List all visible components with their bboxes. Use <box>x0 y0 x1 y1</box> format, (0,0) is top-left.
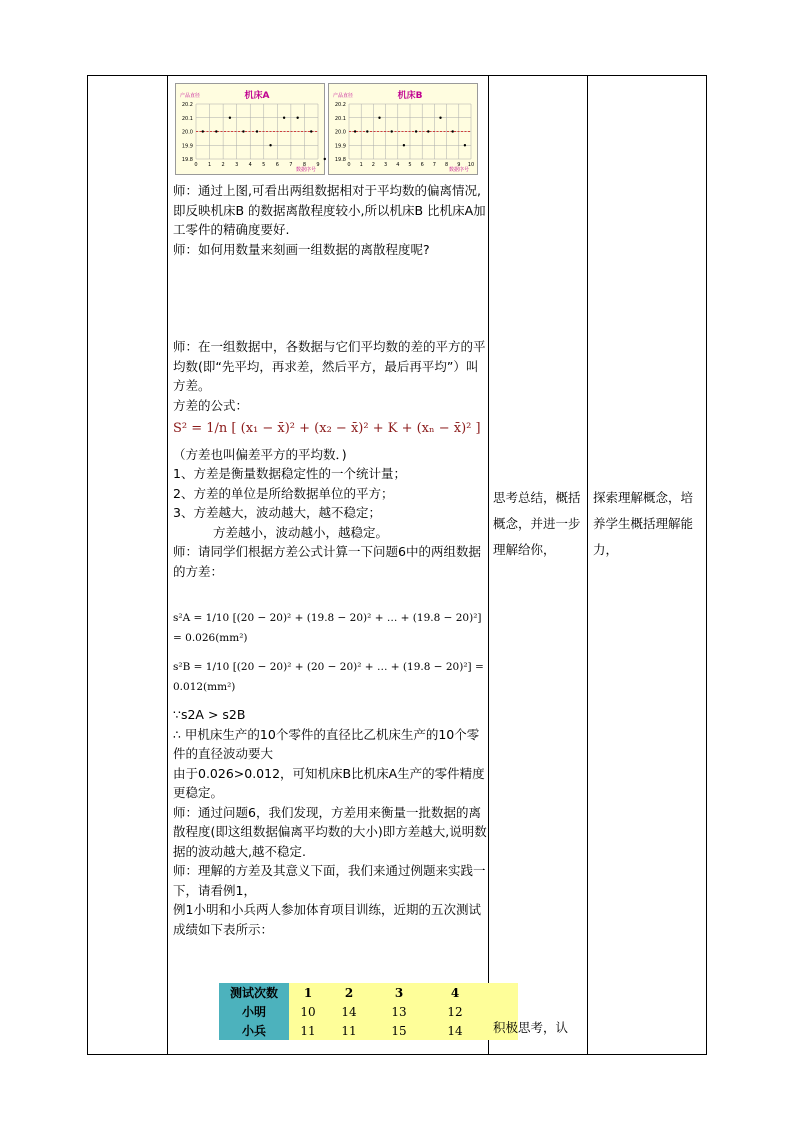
paragraph: 2、方差的单位是所给数据单位的平方； <box>173 485 394 501</box>
y-tick-label: 19.8 <box>181 157 193 163</box>
x-tick-label: 4 <box>396 162 400 168</box>
data-point <box>256 130 258 132</box>
score-table <box>219 983 518 1040</box>
column-divider <box>587 75 588 1055</box>
design-intent: 探索理解概念，培养学生概括理解能力， <box>593 490 694 557</box>
column-divider <box>488 75 489 1055</box>
paragraph: 师：理解的方差及其意义下面，我们来通过例题来实践一下，请看例1， <box>173 863 486 898</box>
chart-title: 机床A <box>244 91 270 101</box>
table-cell: 12 <box>427 1002 483 1021</box>
x-tick-label: 8 <box>445 162 449 168</box>
x-tick-label: 6 <box>275 162 279 168</box>
data-point <box>354 130 356 132</box>
column-divider <box>167 75 168 1055</box>
table-cell: 15 <box>371 1021 427 1040</box>
x-tick-label: 9 <box>457 162 461 168</box>
data-point <box>283 117 285 119</box>
x-tick-label: 6 <box>420 162 424 168</box>
data-point <box>366 130 368 132</box>
student-activity: 积极思考，认 <box>493 1020 569 1035</box>
x-tick-label: 3 <box>235 162 239 168</box>
x-tick-label: 8 <box>302 162 307 168</box>
table-cell: 小兵 <box>219 1021 289 1040</box>
data-point <box>403 144 405 146</box>
paragraph: 例1小明和小兵两人参加体育项目训练，近期的五次测试成绩如下表所示： <box>173 902 481 937</box>
x-tick-label: 0 <box>347 162 351 168</box>
paragraph: ∴ 甲机床生产的10个零件的直径比乙机床生产的10个零件的直径波动要大 <box>173 726 480 761</box>
paragraph: 师：通过问题6，我们发现，方差用来衡量一批数据的离散程度(即这组数据偏离平均数的大小)即方差越大,说明数据的波动越大,越不稳定. <box>173 804 487 859</box>
data-point <box>452 130 454 132</box>
y-tick-label: 19.9 <box>334 143 346 150</box>
chart-machine-a <box>175 83 325 175</box>
x-axis-label: 数据序号 <box>295 167 316 173</box>
x-tick-label: 7 <box>289 162 293 168</box>
y-tick-label: 20.1 <box>181 115 193 122</box>
data-point <box>202 130 204 132</box>
x-tick-label: 7 <box>432 162 436 168</box>
chart-b-svg <box>329 84 479 176</box>
x-tick-label: 9 <box>316 162 320 168</box>
y-tick-label: 20.2 <box>334 102 346 108</box>
table-cell: 3 <box>371 983 427 1002</box>
table-row <box>219 983 518 1002</box>
data-point <box>269 144 271 146</box>
y-tick-label: 20.2 <box>181 102 193 108</box>
lesson-body <box>173 181 488 939</box>
data-point <box>324 158 326 160</box>
data-point <box>427 130 429 132</box>
x-tick-label: 0 <box>194 162 198 168</box>
paragraph: 方差越小，波动越小，越稳定。 <box>213 524 389 540</box>
paragraph: ∵s2A > s2B <box>173 707 246 722</box>
y-axis-label: 产品直径 <box>180 93 201 99</box>
student-activity: 思考总结，概括概念，并进一步理解给你， <box>493 490 581 557</box>
table-cell: 2 <box>327 983 371 1002</box>
chart-machine-b <box>328 83 478 175</box>
x-tick-label: 2 <box>371 162 375 168</box>
paragraph: 方差的公式： <box>173 397 249 413</box>
x-tick-label: 1 <box>207 162 212 168</box>
data-point <box>229 117 231 119</box>
data-point <box>439 117 441 119</box>
table-row <box>219 1021 518 1040</box>
paragraph: （方差也叫偏差平方的平均数．) <box>173 446 347 462</box>
paragraph: 1、方差是衡量数据稳定性的一个统计量； <box>173 466 406 481</box>
chart-title: 机床B <box>397 91 423 101</box>
paragraph: 由于0.026>0.012，可知机床B比机床A生产的零件精度更稳定。 <box>173 765 485 800</box>
data-point <box>415 130 417 132</box>
table-row <box>219 1002 518 1021</box>
data-point <box>310 130 312 132</box>
x-tick-label: 5 <box>262 162 266 168</box>
paragraph: 师：如何用数量来刻画一组数据的离散程度呢? <box>173 241 430 257</box>
data-point <box>378 117 380 119</box>
x-tick-label: 10 <box>467 162 475 168</box>
data-point <box>464 144 466 146</box>
paragraph: 师：请同学们根据方差公式计算一下问题6中的两组数据的方差： <box>173 544 481 579</box>
data-point <box>242 130 244 132</box>
table-cell: 13 <box>371 1002 427 1021</box>
table-cell: 测试次数 <box>219 983 289 1002</box>
x-tick-label: 2 <box>221 162 225 168</box>
table-cell: 小明 <box>219 1002 289 1021</box>
y-tick-label: 20.0 <box>181 129 193 136</box>
variance-b-formula: s²B = 1/10 [(20 − 20)² + (20 − 20)² + … + (19.8 − 20)²] = 0.012(mm²) <box>173 661 484 693</box>
y-axis-label: 产品直径 <box>333 93 354 99</box>
table-cell: 1 <box>289 983 327 1002</box>
y-tick-label: 20.0 <box>334 129 346 136</box>
table-cell: 10 <box>289 1002 327 1021</box>
data-point <box>215 130 217 132</box>
x-tick-label: 4 <box>248 162 252 168</box>
x-tick-label: 5 <box>408 162 412 168</box>
variance-a-formula: s²A = 1/10 [(20 − 20)² + (19.8 − 20)² + … + (19.8 − 20)²] = 0.026(mm²) <box>173 612 482 644</box>
y-tick-label: 20.1 <box>334 115 346 122</box>
x-axis-label: 数据序号 <box>448 167 469 173</box>
paragraph: 师：在一组数据中，各数据与它们平均数的差的平方的平均数(即“先平均，再求差，然后平方，最后再平均”）叫方差。 <box>173 339 486 393</box>
x-tick-label: 1 <box>359 162 363 168</box>
table-cell: 4 <box>427 983 483 1002</box>
y-tick-label: 19.9 <box>181 143 193 150</box>
data-point <box>391 130 393 132</box>
paragraph: 师：通过上图,可看出两组数据相对于平均数的偏离情况,即反映机床B 的数据离散程度较小,所以机床B 比机床A加工零件的精确度要好. <box>173 183 486 237</box>
table-cell: 11 <box>289 1021 327 1040</box>
chart-a-svg <box>176 84 326 176</box>
table-cell: 11 <box>327 1021 371 1040</box>
x-tick-label: 3 <box>384 162 388 168</box>
data-point <box>296 117 298 119</box>
table-cell <box>483 983 518 1002</box>
variance-formula: S² = 1/n [ (x₁ − x̄)² + (x₂ − x̄)² + K + (xₙ − x̄)² ] <box>173 421 481 436</box>
table-cell: 14 <box>427 1021 483 1040</box>
y-tick-label: 19.8 <box>334 157 346 163</box>
paragraph: 3、方差越大，波动越大，越不稳定； <box>173 505 381 520</box>
table-cell: 14 <box>327 1002 371 1021</box>
